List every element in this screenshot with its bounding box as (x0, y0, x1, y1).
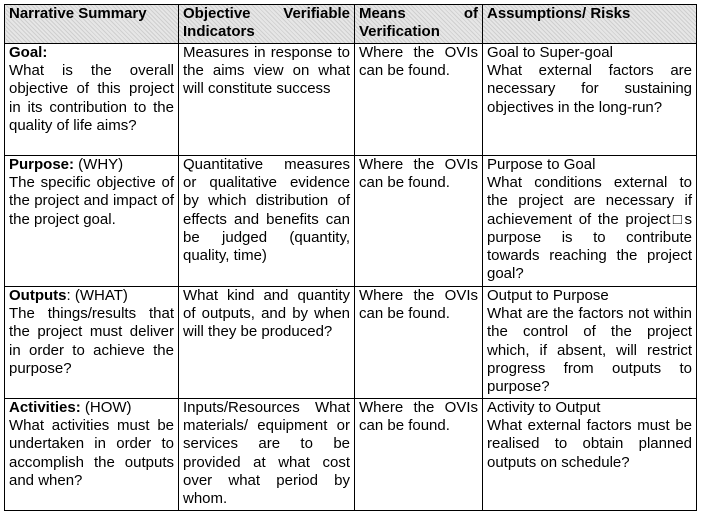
assumption-title: Activity to Output (487, 399, 601, 416)
row-label: Purpose: (9, 156, 75, 173)
header-row (5, 5, 697, 44)
header-narrative-summary: Narrative Summary (5, 5, 179, 44)
assumption-title: Purpose to Goal (487, 156, 596, 173)
goal-ovi-cell: Measures in response to the aims view on what will constitute success (179, 44, 355, 156)
outputs-ovi-cell: What kind and quantity of outputs, and by when will they be produced? (179, 287, 355, 399)
activities-mov-cell: Where the OVIs can be found. (355, 399, 483, 511)
narrative-text: What activities must be undertaken in order to accomplish the outputs and when? (9, 417, 174, 489)
narrative-text: The specific objective of the project and impact of the project goal. (9, 174, 174, 228)
purpose-ovi-cell: Quantitative measures or qualitative evidence by which distribution of effects and benefits can be judged (quantity, quality, time) (179, 156, 355, 287)
header-means-of-verification: Means of Verification (355, 5, 483, 44)
assumption-title: Goal to Super-goal (487, 44, 613, 61)
row-outputs (5, 287, 697, 399)
logframe-table (4, 4, 697, 511)
outputs-assumptions-cell (483, 287, 697, 399)
row-qualifier: : (WHAT) (66, 287, 128, 304)
activities-narrative-cell (5, 399, 179, 511)
header-objective-verifiable-indicators: Objective Verifiable Indicators (179, 5, 355, 44)
assumption-text: What are the factors not within the control of the project which, if absent, will restrict progress from outputs to purpose? (487, 305, 692, 396)
row-qualifier: (HOW) (80, 399, 132, 416)
outputs-mov-cell: Where the OVIs can be found. (355, 287, 483, 399)
assumption-text: What conditions external to the project are necessary if achievement of the project□s purpose is to contribute towards reaching the project goal? (487, 174, 692, 283)
narrative-text: What is the overall objective of this project in its contribution to the quality of life aims? (9, 62, 174, 134)
row-label: Activities: (9, 399, 81, 416)
purpose-assumptions-cell (483, 156, 697, 287)
goal-mov-cell: Where the OVIs can be found. (355, 44, 483, 156)
purpose-mov-cell: Where the OVIs can be found. (355, 156, 483, 287)
row-goal (5, 44, 697, 156)
outputs-narrative-cell (5, 287, 179, 399)
row-activities (5, 399, 697, 511)
activities-ovi-cell: Inputs/Resources What materials/ equipment or services are to be provided at what cost over what period by whom. (179, 399, 355, 511)
row-purpose (5, 156, 697, 287)
assumption-text: What external factors must be realised to obtain planned outputs on schedule? (487, 417, 692, 471)
header-assumptions-risks: Assumptions/ Risks (483, 5, 697, 44)
activities-assumptions-cell (483, 399, 697, 511)
row-qualifier: (WHY) (74, 156, 124, 173)
assumption-title: Output to Purpose (487, 287, 609, 304)
row-label: Goal: (9, 44, 48, 61)
purpose-narrative-cell (5, 156, 179, 287)
row-label: Outputs (9, 287, 67, 304)
narrative-text: The things/results that the project must deliver in order to achieve the purpose? (9, 305, 174, 377)
goal-narrative-cell (5, 44, 179, 156)
assumption-text: What external factors are necessary for sustaining objectives in the long-run? (487, 62, 692, 116)
goal-assumptions-cell (483, 44, 697, 156)
